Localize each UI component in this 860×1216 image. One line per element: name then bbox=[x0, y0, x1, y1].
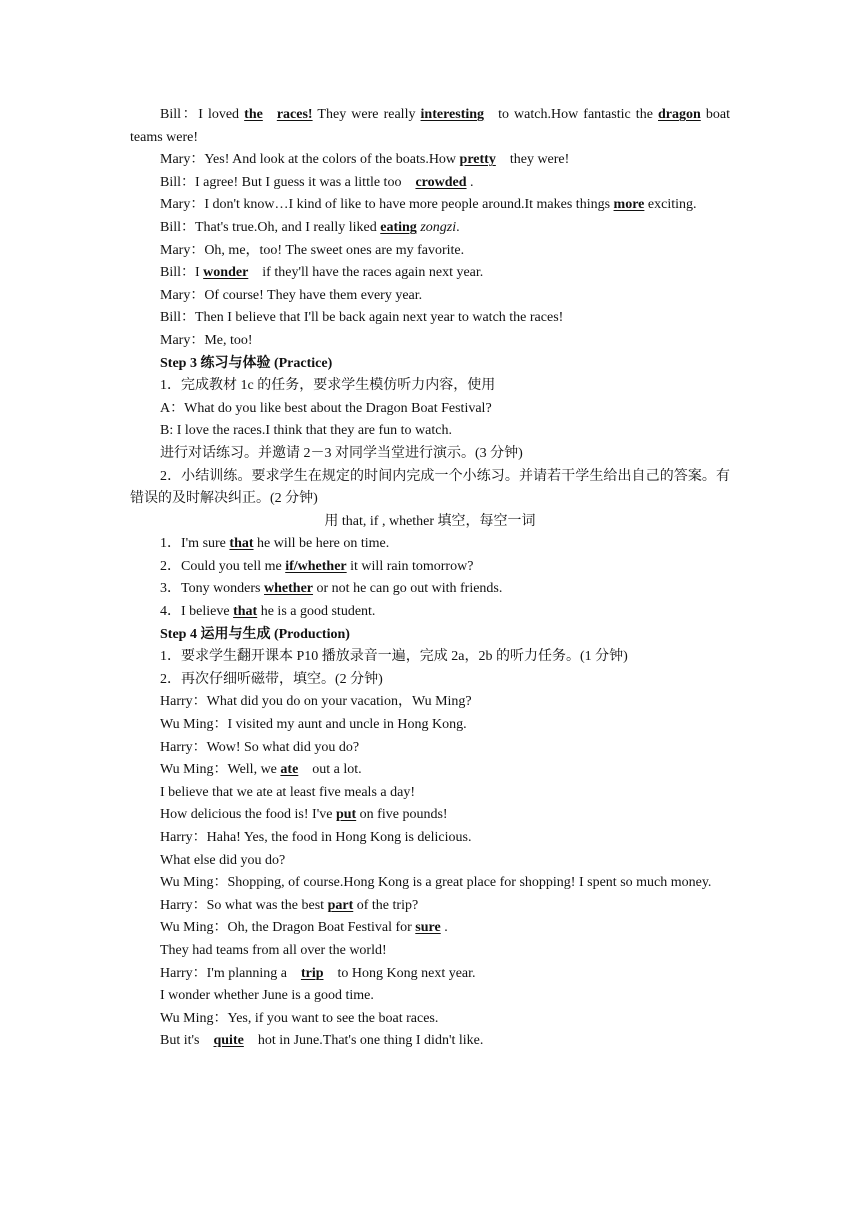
step3-line-3: B: I love the races.I think that they are fun to watch. bbox=[160, 423, 452, 439]
step3-heading: Step 3 练习与体验 (Practice) bbox=[160, 355, 333, 371]
answer-blank: if/whether bbox=[285, 558, 347, 574]
dialogue2-line: Wu Ming：Oh, the Dragon Boat Festival for sure . bbox=[160, 920, 448, 936]
step3-line-5: 2．小结训练。要求学生在规定的时间内完成一个小练习。并请若干学生给出自己的答案。有错误的及时解决纠正。(2 分钟) bbox=[130, 468, 730, 507]
answer-blank: more bbox=[613, 197, 645, 213]
dialogue2-line: Harry：So what was the best part of the trip? bbox=[160, 897, 419, 913]
dialogue1-line: Bill：That's true.Oh, and I really liked eating zongzi. bbox=[160, 219, 460, 235]
dialogue2-line: Wu Ming：I visited my aunt and uncle in Hong Kong. bbox=[160, 717, 467, 733]
dialogue2-line: Harry：Wow! So what did you do? bbox=[160, 739, 360, 755]
answer-blank: wonder bbox=[203, 265, 249, 281]
dialogue2-line: How delicious the food is! I've put on five pounds! bbox=[160, 807, 448, 823]
dialogue2-line: I believe that we ate at least five meals a day! bbox=[160, 784, 415, 800]
dialogue1-line: Bill：Then I believe that I'll be back again next year to watch the races! bbox=[160, 310, 564, 326]
exercise-line: 1．I'm sure that he will be here on time. bbox=[160, 536, 390, 552]
step3-line-1: 1．完成教材 1c 的任务，要求学生模仿听力内容，使用 bbox=[160, 378, 496, 394]
dialogue-bill-mary bbox=[130, 104, 730, 353]
exercise-line: 3．Tony wonders whether or not he can go out with friends. bbox=[160, 581, 503, 597]
dialogue1-line: Bill：I loved the races! They were really interesting to watch.How fantastic the dragon boat teams were! bbox=[130, 107, 730, 145]
dialogue2-line: Harry：I'm planning a trip to Hong Kong next year. bbox=[160, 965, 476, 981]
answer-blank: ate bbox=[280, 762, 299, 778]
dialogue2-line: But it's quite hot in June.That's one thing I didn't like. bbox=[160, 1033, 484, 1049]
dialogue2-line: Harry：What did you do on your vacation，Wu Ming? bbox=[160, 694, 472, 710]
step3-line-4: 进行对话练习。并邀请 2－3 对同学当堂进行演示。(3 分钟) bbox=[160, 445, 523, 461]
answer-blank: interesting bbox=[420, 107, 485, 122]
document-page bbox=[130, 104, 730, 1053]
exercise-line: 2．Could you tell me if/whether it will rain tomorrow? bbox=[160, 558, 474, 574]
answer-blank: quite bbox=[213, 1033, 244, 1049]
dialogue1-line: Mary：Yes! And look at the colors of the boats.How pretty they were! bbox=[160, 152, 570, 168]
answer-blank: pretty bbox=[459, 152, 496, 168]
dialogue2-line: They had teams from all over the world! bbox=[160, 942, 387, 958]
answer-blank: whether bbox=[264, 581, 314, 597]
step4-line-1: 1．要求学生翻开课本 P10 播放录音一遍，完成 2a，2b 的听力任务。(1 分钟) bbox=[160, 649, 628, 665]
step3-line-2: A：What do you like best about the Dragon Boat Festival? bbox=[160, 400, 492, 416]
answer-blank: eating bbox=[380, 219, 417, 235]
italic-term: zongzi bbox=[420, 219, 457, 235]
step4-line-2: 2．再次仔细听磁带，填空。(2 分钟) bbox=[160, 671, 383, 687]
exercise-line: 4．I believe that he is a good student. bbox=[160, 604, 376, 620]
dialogue2-line: Harry：Haha! Yes, the food in Hong Kong is delicious. bbox=[160, 830, 472, 845]
dialogue1-line: Mary：Of course! They have them every year. bbox=[160, 287, 423, 303]
dialogue1-line: Bill：I wonder if they'll have the races again next year. bbox=[160, 265, 484, 281]
dialogue1-line: Mary：I don't know…I kind of like to have more people around.It makes things more exciting. bbox=[160, 197, 697, 213]
dialogue1-line: Mary：Me, too! bbox=[160, 332, 253, 348]
answer-blank: part bbox=[327, 897, 354, 913]
answer-blank: put bbox=[335, 807, 357, 823]
answer-blank: the races! bbox=[244, 107, 313, 122]
dialogue2-line: What else did you do? bbox=[160, 852, 286, 868]
answer-blank: that bbox=[229, 536, 254, 552]
dialogue2-line: Wu Ming：Shopping, of course.Hong Kong is a great place for shopping! I spent so much money. bbox=[160, 875, 712, 891]
step4-heading: Step 4 运用与生成 (Production) bbox=[160, 626, 350, 642]
answer-blank: dragon bbox=[658, 107, 701, 122]
dialogue2-line: Wu Ming：Yes, if you want to see the boat races. bbox=[160, 1010, 439, 1026]
answer-blank: that bbox=[233, 604, 258, 620]
answer-blank: trip bbox=[300, 965, 324, 981]
dialogue1-line: Mary：Oh, me，too! The sweet ones are my favorite. bbox=[160, 242, 465, 258]
dialogue-harry-wuming bbox=[130, 691, 730, 1053]
exercise-title: 用 that, if , whether 填空，每空一词 bbox=[324, 513, 536, 529]
dialogue2-line: Wu Ming：Well, we ate out a lot. bbox=[160, 762, 362, 778]
dialogue1-line: Bill：I agree! But I guess it was a little too crowded . bbox=[160, 174, 474, 190]
answer-blank: sure bbox=[415, 920, 441, 936]
dialogue2-line: I wonder whether June is a good time. bbox=[160, 988, 374, 1004]
exercise-list bbox=[130, 533, 730, 623]
answer-blank: crowded bbox=[415, 174, 467, 190]
